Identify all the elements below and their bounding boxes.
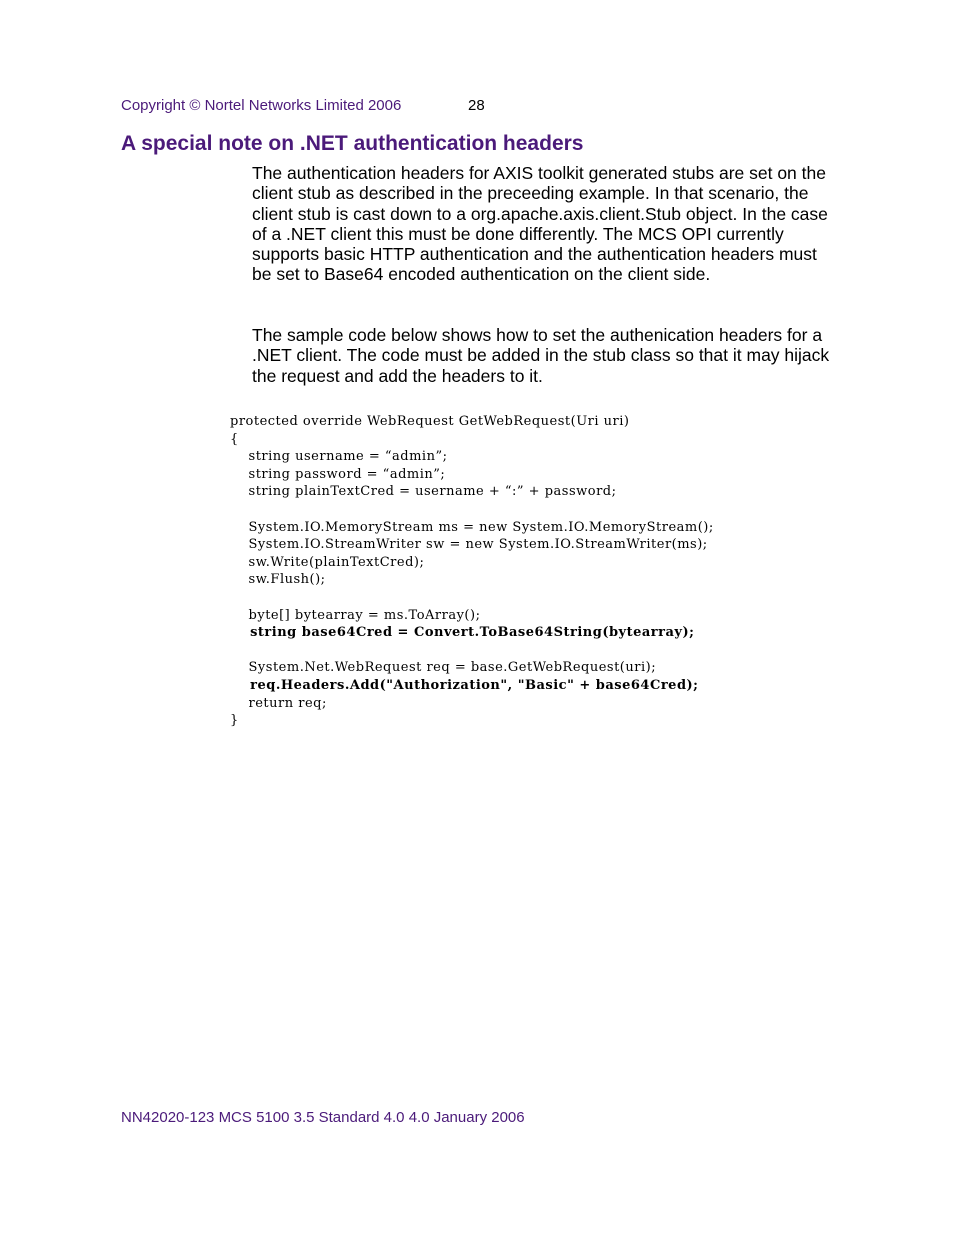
code-line: string base64Cred = Convert.ToBase64String(bytearray); — [230, 625, 695, 641]
paragraph-sample-code-intro: The sample code below shows how to set the authenication headers for a .NET client. The code must be added in the stub class so that it may hijack the request and add the headers to it. — [252, 325, 830, 386]
section-title: A special note on .NET authentication headers — [121, 132, 584, 155]
code-line — [230, 501, 714, 519]
code-line: sw.Write(plainTextCred); — [230, 554, 425, 570]
code-line: req.Headers.Add("Authorization", "Basic" + base64Cred); — [230, 677, 699, 693]
code-block — [230, 413, 714, 730]
code-line — [230, 642, 714, 660]
code-line — [230, 589, 714, 607]
code-line: System.IO.StreamWriter sw = new System.IO.StreamWriter(ms); — [230, 537, 708, 553]
code-line: sw.Flush(); — [230, 572, 326, 588]
copyright-header: Copyright © Nortel Networks Limited 2006 — [121, 97, 402, 114]
code-line: byte[] bytearray = ms.ToArray(); — [230, 607, 481, 623]
code-line: { — [230, 431, 239, 447]
document-footer: NN42020-123 MCS 5100 3.5 Standard 4.0 4.0 January 2006 — [121, 1109, 525, 1126]
code-line: System.IO.MemoryStream ms = new System.IO.MemoryStream(); — [230, 519, 714, 535]
code-line: System.Net.WebRequest req = base.GetWebRequest(uri); — [230, 660, 657, 676]
code-line: } — [230, 713, 239, 729]
code-line: string username = “admin”; — [230, 449, 448, 465]
code-line: string password = “admin”; — [230, 466, 446, 482]
code-line: return req; — [230, 695, 327, 711]
page-number: 28 — [468, 97, 485, 114]
paragraph-auth-headers: The authentication headers for AXIS toolkit generated stubs are set on the client stub as described in the preceeding example. In that scenario, the client stub is cast down to a org.apache.axis.client.Stub object. In the case of a .NET client this must be done differently. The MCS OPI currently supports basic HTTP authentication and the authentication headers must be set to Base64 encoded authentication on the client side. — [252, 163, 828, 285]
code-line: string plainTextCred = username + “:” + password; — [230, 484, 617, 500]
code-line: protected override WebRequest GetWebRequest(Uri uri) — [230, 414, 630, 429]
